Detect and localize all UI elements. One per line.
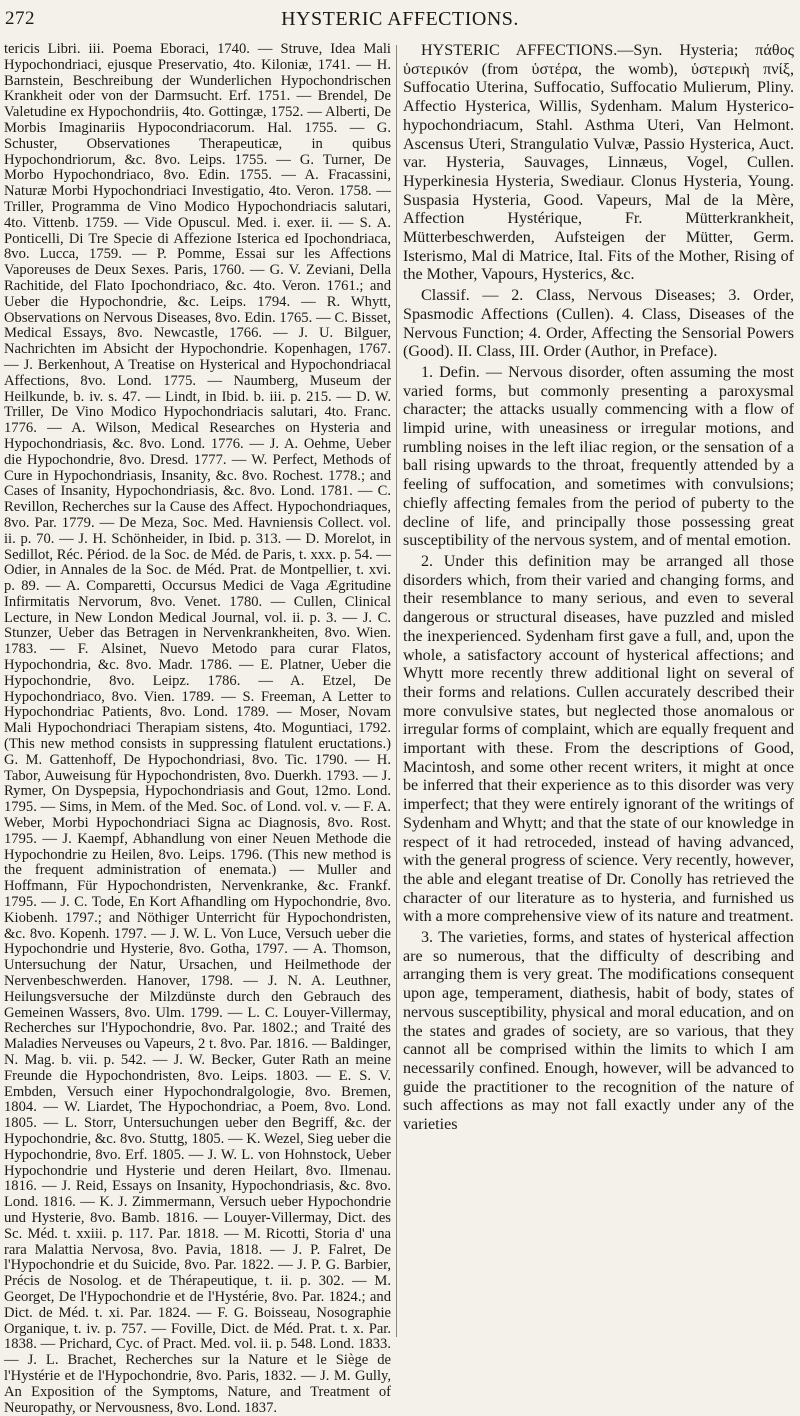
- article-intro: HYSTERIC AFFECTIONS.—Syn. Hysteria; πάθος ὑστερικόν (from ὑστέρα, the womb), ὑστερικὴ πνίξ, Suffocatio Uterina, Suffocatio, Suffocatio Mulierum, Pliny. Affectio Hysterica, Willis, Sydenham. Malum Hysterico-hypochondriacum, Stahl. Asthma Uteri, Van Helmont. Ascensus Uteri, Strangulatio Vulvæ, Passio Hysterica, Auct. var. Hysteria, Sauvages, Linnæus, Vogel, Cullen. Hyperkinesia Hysteria, Swediaur. Clonus Hysteria, Young. Suspasia Hysteria, Good. Vapeurs, Mal de la Mère, Affection Hystérique, Fr. Mütterkrankheit, Mütterbeschwerden, Aufsteigen der Mütter, Germ. Isterismo, Mal di Matrice, Ital. Fits of the Mother, Rising of the Mother, Vapours, Hysterics, &c.: [403, 42, 794, 284]
- classification-paragraph: Classif. — 2. Class, Nervous Diseases; 3. Order, Spasmodic Affections (Cullen). 4. Class, Diseases of the Nervous Function; 4. Order, Affecting the Sensorial Powers (Good). II. Class, III. Order (Author, in Preface).: [403, 287, 794, 361]
- page-number: 272: [5, 8, 35, 29]
- bibliography-text: tericis Libri. iii. Poema Eboraci, 1740. — Struve, Idea Mali Hypochondriaci, ejusque Preservatio, 4to. Kiloniæ, 1741. — H. Barnstein, Beschreibung der Wunderlichen Hypochondrischen Krankheit oder von der Darmsucht. Erf. 1751. — Brendel, De Valetudine ex Hypochondriis, 4to. Gottingæ, 1752. — Alberti, De Morbis Imaginariis Hypocondriacorum. Hal. 1755. — G. Schuster, Observationes Therapeuticæ, in quibus Hypochondriorum, &c. 8vo. Leips. 1755. — G. Turner, De Morbo Hypochondriaco, 8vo. Edin. 1755. — A. Fracassini, Naturæ Morbi Hypochondriaci Investigatio, 4to. Veron. 1758. — Triller, Programma de Vino Modico Hypochondriacis salutari, 4to. Vittenb. 1759. — Vide Opuscul. Med. i. exer. ii. — S. A. Ponticelli, Di Tre Specie di Affezione Isterica ed Ipochondriaca, 8vo. Lucca, 1759. — P. Pomme, Essai sur les Affections Vaporeuses de Deux Sexes. Paris, 1760. — G. V. Zeviani, Della Rachitide, del Flato Ipochondriaco, &c. 4to. Veron. 1761.; and Ueber die Hypochondrie, &c. Leips. 1794. — R. Whytt, Observations on Nervous Diseases, 8vo. Edin. 1765. — C. Bisset, Medical Essays, 8vo. Newcastle, 1766. — J. U. Bilguer, Nachrichten im Absicht der Hypochondrie. Kopenhagen, 1767. — J. Berkenhout, A Treatise on Hysterical and Hypochondriacal Affections, 8vo. Lond. 1775. — Naumberg, Museum der Heilkunde, b. iv. s. 47. — Lindt, in Ibid. b. iii. p. 215. — D. W. Triller, De Vino Modico Hypochondriacis salutari, 4to. Franc. 1776. — A. Wilson, Medical Researches on Hysteria and Hypochondriasis, &c. 8vo. Lond. 1776. — J. A. Oehme, Ueber die Hypochondrie, 8vo. Dresd. 1777. — W. Perfect, Methods of Cure in Hypochondriasis, Insanity, &c. 8vo. Rochest. 1778.; and Cases of Insanity, Hypochondriasis, &c. 8vo. Lond. 1781. — C. Revillon, Recherches sur la Cause des Affect. Hypochondriaques, 8vo. Par. 1779. — De Meza, Soc. Med. Havniensis Collect. vol. ii. p. 70. — J. H. Schönheider, in Ibid. p. 313. — D. Morelot, in Sedillot, Réc. Périod. de la Soc. de Méd. de Paris, t. xxx. p. 54. — Odier, in Annales de la Soc. de Méd. Prat. de Montpellier, t. xvi. p. 89. — A. Comparetti, Occursus Medici de Vaga Ægritudine Infirmitatis Nervorum, 8vo. Venet. 1780. — Cullen, Clinical Lecture, in New London Medical Journal, vol. ii. p. 3. — J. C. Stunzer, Ueber das Betragen in Nervenkrankheiten, 8vo. Wien. 1783. — F. Alsinet, Nuevo Metodo para curar Flatos, Hypochondria, &c. 8vo. Madr. 1786. — E. Platner, Ueber die Hypochondrie, 8vo. Leipz. 1786. — A. Etzel, De Hypochondriaco, 8vo. Vien. 1789. — S. Freeman, A Letter to Hypochondriac Patients, 8vo. Lond. 1789. — Moser, Novam Mali Hypochondriaci Therapiam sistens, 4to. Moguntiaci, 1792. (This new method consists in suppressing flatulent eructations.) G. M. Gattenhoff, De Hypochondriasi, 8vo. Tic. 1790. — H. Tabor, Auweisung für Hypochondristen, 8vo. Duerkh. 1793. — J. Rymer, On Dyspepsia, Hypochondriasis and Gout, 12mo. Lond. 1795. — Sims, in Mem. of the Med. Soc. of Lond. vol. v. — F. A. Weber, Morbi Hypochondriaci Signa ac Diagnosis, 8vo. Rost. 1795. — J. Kaempf, Abhandlung von einer Neuen Methode die Hypochondrie zu Heilen, 8vo. Leips. 1796. (This new method is the frequent administration of enemata.) — Muller and Hoffmann, Für Hypochondristen, Nervenkranke, &c. Frankf. 1795. — J. C. Tode, En Kort Afhandling om Hypochondrie, 8vo. Kiobenh. 1797.; and Nöthiger Unterricht für Hypochondristen, &c. 8vo. Kopenh. 1797. — J. W. L. Von Luce, Versuch ueber die Hypochondrie und Hysterie, 8vo. Gotha, 1797. — A. Thomson, Untersuchung der Natur, Ursachen, und Heilmethode der Nervenbeschwerden. Hanover, 1798. — J. N. A. Leuthner, Heilungsversuche der Milzdünste durch den Gebrauch des Gemeinen Wassers, 8vo. Ulm. 1799. — L. C. Louyer-Villermay, Recherches sur l'Hypochondrie, 8vo. Par. 1802.; and Traité des Maladies Nerveuses ou Vapeurs, 2 t. 8vo. Par. 1816. — Baldinger, N. Mag. b. vii. p. 542. — J. W. Becker, Guter Rath an meine Freunde die Hypochondristen, 8vo. Leips. 1803. — E. S. V. Embden, Versuch einer Hypochondralgologie, 8vo. Bremen, 1804. — W. Liardet, The Hypochondriac, a Poem, 8vo. Lond. 1805. — L. Storr, Untersuchungen ueber den Begriff, &c. der Hypochondrie, &c. 8vo. Stuttg, 1805. — K. Wezel, Sieg ueber die Hypochondrie, 8vo. Erf. 1805. — J. W. L. von Hohnstock, Ueber Hypochondrie und Hysterie und deren Heilart, 8vo. Ilmenau. 1816. — J. Reid, Essays on Insanity, Hypochondriasis, &c. 8vo. Lond. 1816. — K. J. Zimmermann, Versuch ueber Hypochondrie und Hysterie, 8vo. Bamb. 1816. — Louyer-Villermay, Dict. des Sc. Méd. t. xxiii. p. 117. Par. 1818. — M. Ricotti, Storia d' una rara Malattia Nervosa, 8vo. Pavia, 1818. — J. P. Falret, De l'Hypochondrie et du Suicide, 8vo. Par. 1822. — J. P. G. Barbier, Précis de Nosolog. et de Thérapeutique, t. ii. p. 302. — M. Georget, De l'Hypochondrie et de l'Hystérie, 8vo. Par. 1824.; and Dict. de Méd. t. xi. Par. 1824. — F. G. Boisseau, Nosographie Organique, t. iv. p. 757. — Foville, Dict. de Méd. Prat. t. x. Par. 1838. — Prichard, Cyc. of Pract. Med. vol. ii. p. 548. Lond. 1833. — J. L. Brachet, Recherches sur la Nature et le Siège de l'Hystérie et de l'Hypochondrie, 8vo. Paris, 1832. — J. M. Gully, An Exposition of the Symptoms, Nature, and Treatment of Neuropathy, or Nervousness, 8vo. Lond. 1837.: [4, 41, 391, 1416]
- bibliography-column: [4, 41, 391, 1416]
- article-column: [403, 42, 794, 1341]
- paragraph-2: 2. Under this definition may be arranged all those disorders which, from their varied and changing forms, and their resemblance to many serious, and even to several dangerous or structural diseases, have puzzled and misled the inexperienced. Sydenham first gave a full, and, upon the whole, a satisfactory account of hysterical affections; and Whytt more recently threw additional light on several of their forms and relations. Cullen accurately described their more convulsive states, but neglected those anomalous or irregular forms of complaint, which are equally frequent and important with these. From the descriptions of Good, Macintosh, and some other recent writers, it might at once be inferred that their experience as to this disorder was very imperfect; that they were entirely ignorant of the writings of Sydenham and Whytt; and that the state of our knowledge in respect of it had retroceded, instead of having advanced, with the general progress of science. Very recently, however, the able and elegant treatise of Dr. Conolly has retrieved the character of our literature as to hysteria, and furnished us with a more comprehensive view of its nature and treatment.: [403, 552, 794, 926]
- paragraph-3: 3. The varieties, forms, and states of hysterical affection are so numerous, that the difficulty of describing and arranging them is very great. The modifications consequent upon age, temperament, diathesis, habit of body, states of nervous susceptibility, physical and moral education, and on the states and grades of society, are so various, that they cannot all be comprised within the limits to which I am necessarily confined. Enough, however, will be advanced to guide the practitioner to the recognition of the nature of such affections as may not fall exactly under any of the varieties: [403, 929, 794, 1134]
- column-divider: [396, 45, 397, 1337]
- running-title: HYSTERIC AFFECTIONS.: [281, 8, 519, 30]
- definition-paragraph: 1. Defin. — Nervous disorder, often assuming the most varied forms, but commonly presenting a paroxysmal character; the attacks usually commencing with a flow of limpid urine, with uneasiness or irregular motions, and rumbling noises in the left iliac region, or the sensation of a ball rising upwards to the throat, frequently attended by a feeling of suffocation, and sometimes with convulsions; chiefly affecting females from the period of puberty to the decline of life, and principally those possessing great susceptibility of the nervous system, and of mental emotion.: [403, 363, 794, 550]
- page-header: [0, 0, 800, 40]
